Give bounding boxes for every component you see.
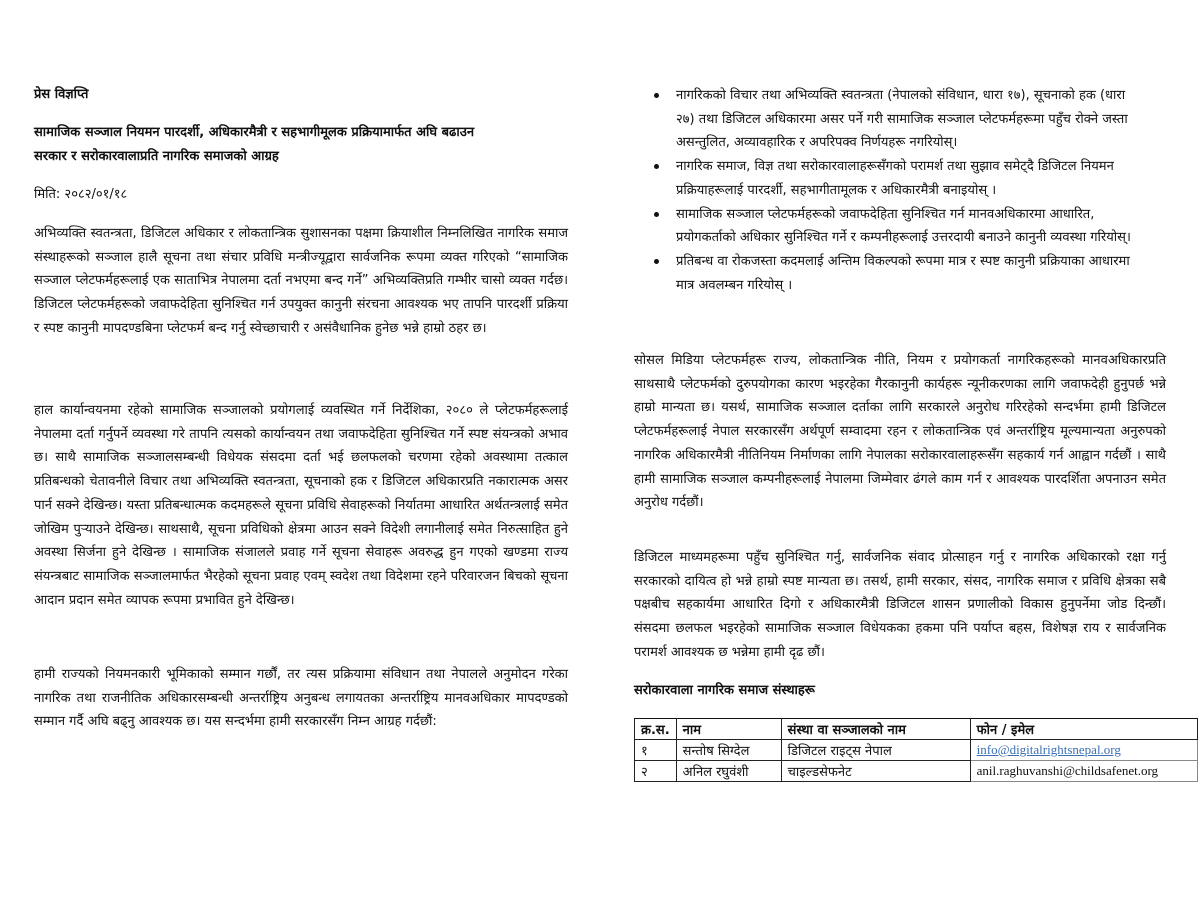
demand-item: नागरिकको विचार तथा अभिव्यक्ति स्वतन्त्रता (नेपालको संविधान, धारा १७), सूचनाको हक (धारा २७) तथा डिजिटल अधिकारमा असर पर्ने गरी सामाजिक सञ्जाल प्लेटफर्महरूमा पहुँच रोक्ने जस्ता असन्तुलित, अव्यावहारिक र अपरिपक्व निर्णयहरू नगरियोस्। [634,84,1134,155]
table-row [635,740,1198,761]
demands-list [634,84,1134,297]
col-header-name: नाम [676,719,781,740]
email-link[interactable]: info@digitalrightsnepal.org [976,742,1121,757]
demand-item: सामाजिक सञ्जाल प्लेटफर्महरूको जवाफदेहिता सुनिश्चित गर्न मानवअधिकारमा आधारित, प्रयोगकर्ताको अधिकार सुनिश्चित गर्ने र कम्पनीहरूलाई उत्तरदायी बनाउने कानुनी व्यवस्था गरियोस्। [634,203,1134,250]
paragraph-government: डिजिटल माध्यमहरूमा पहुँच सुनिश्चित गर्नु, सार्वजनिक संवाद प्रोत्साहन गर्नु र नागरिक अधिकारको रक्षा गर्नु सरकारको दायित्व हो भन्ने हाम्रो स्पष्ट मान्यता छ। तसर्थ, हामी सरकार, संसद, नागरिक समाज र प्रविधि क्षेत्रका सबै पक्षबीच सहकार्यमा आधारित दिगो र अधिकारमैत्री डिजिटल शासन प्रणालीको विकास हुनुपर्नेमा जोड दिन्छौं। संसदमा छलफल भइरहेको सामाजिक सञ्जाल विधेयकका हकमा पनि पर्याप्त बहस, विशेषज्ञ राय र सार्वजनिक परामर्श आवश्यक छ भन्नेमा हामी दृढ छौं। [634,550,1166,660]
bullet-icon [654,93,659,98]
paragraph-platforms: सोसल मिडिया प्लेटफर्महरू राज्य, लोकतान्त्रिक नीति, नियम र प्रयोगकर्ता नागरिकहरूको मानवअधिकारप्रति साथसाथै प्लेटफर्मको दुरुपयोगका कारण भइरहेका गैरकानुनी कार्यहरू न्यूनीकरणका लागि जवाफदेही हुनुपर्छ भन्ने हाम्रो मान्यता छ। यसर्थ, सामाजिक सञ्जाल दर्ताका लागि सरकारले अनुरोध गरिरहेको सन्दर्भमा हामी डिजिटल प्लेटफर्महरूलाई नेपाल सरकारसँग अर्थपूर्ण सम्वादमा रहन र लोकतान्त्रिक एवं अन्तर्राष्ट्रिय मूल्यमान्यता अनुरुपको नागरिक अधिकारमैत्री नीतिनियम निर्माणका लागि नेपालका सरोकारवालाहरूसँग सहकार्य गर्न आह्वान गर्दछौं । साथै हामी सामाजिक सञ्जाल कम्पनीहरूलाई नेपालमा जिम्मेवार ढंगले काम गर्न र आवश्यक पारदर्शिता अपनाउन समेत अनुरोध गर्दछौं। [634,353,1166,511]
demand-item: प्रतिबन्ध वा रोकजस्ता कदमलाई अन्तिम विकल्पको रूपमा मात्र र स्पष्ट कानुनी प्रक्रियाका आधारमा मात्र अवलम्बन गरियोस् । [634,250,1134,297]
press-release-label: प्रेस विज्ञप्ति [34,87,89,102]
cell-contact [970,740,1197,761]
orgs-heading: सरोकारवाला नागरिक समाज संस्थाहरू [634,683,815,698]
col-header-org: संस्था वा सञ्जालको नाम [781,719,970,740]
col-header-contact: फोन / इमेल [970,719,1197,740]
date-line: मिति: २०८२/०१/१८ [34,187,128,202]
bullet-icon [654,164,659,169]
table-row [635,761,1198,782]
bullet-icon [654,212,659,217]
cell-org: डिजिटल राइट्स नेपाल [781,740,970,761]
cell-org: चाइल्डसेफनेट [781,761,970,782]
paragraph-request: हामी राज्यको नियमनकारी भूमिकाको सम्मान गर्छौं, तर त्यस प्रक्रियामा संविधान तथा नेपालले अनुमोदन गरेका नागरिक तथा राजनीतिक अधिकारसम्बन्धी अन्तर्राष्ट्रिय अनुबन्ध लगायतका अन्तर्राष्ट्रिय मानवअधिकार मापदण्डको सम्मान गर्दै अघि बढ्नु आवश्यक छ। यस सन्दर्भमा हामी सरकारसँग निम्न आग्रह गर्दछौं: [34,667,568,730]
paragraph-intro: अभिव्यक्ति स्वतन्त्रता, डिजिटल अधिकार र लोकतान्त्रिक सुशासनका पक्षमा क्रियाशील निम्नलिखित नागरिक समाज संस्थाहरूको सञ्जाल हालै सूचना तथा संचार प्रविधि मन्त्रीज्यूद्वारा सार्वजनिक रूपमा व्यक्त गरिएको “सामाजिक सञ्जाल प्लेटफर्महरूलाई एक साताभित्र नेपालमा दर्ता नभएमा बन्द गर्ने” अभिव्यक्तिप्रति गम्भीर चासो व्यक्त गर्दछ। डिजिटल प्लेटफर्महरूको जवाफदेहिता सुनिश्चित गर्न उपयुक्त कानुनी संरचना आवश्यक भए तापनि पारदर्शी प्रक्रिया र स्पष्ट कानुनी मापदण्डबिना प्लेटफर्म बन्द गर्नु स्वेच्छाचारी र असंवैधानिक हुनेछ भन्ने हाम्रो ठहर छ। [34,226,568,336]
cell-name: सन्तोष सिग्देल [676,740,781,761]
cell-contact: anil.raghuvanshi@childsafenet.org [970,761,1197,782]
orgs-table [634,718,1198,782]
demand-item: नागरिक समाज, विज्ञ तथा सरोकारवालाहरूसँगको परामर्श तथा सुझाव समेट्दै डिजिटल नियमन प्रक्रियाहरूलाई पारदर्शी, सहभागीतामूलक र अधिकारमैत्री बनाइयोस् । [634,155,1134,202]
col-header-sn: क्र.स. [635,719,677,740]
bullet-icon [654,259,659,264]
cell-sn: २ [635,761,677,782]
title-line-2: सरकार र सरोकारवालाप्रति नागरिक समाजको आग्रह [34,149,279,164]
cell-name: अनिल रघुवंशी [676,761,781,782]
title-line-1: सामाजिक सञ्जाल नियमन पारदर्शी, अधिकारमैत्री र सहभागीमूलक प्रक्रियामार्फत अघि बढाउन [34,125,475,140]
paragraph-context: हाल कार्यान्वयनमा रहेको सामाजिक सञ्जालको प्रयोगलाई व्यवस्थित गर्ने निर्देशिका, २०८० ले प्लेटफर्महरूलाई नेपालमा दर्ता गर्नुपर्ने व्यवस्था गरे तापनि त्यसको कार्यान्वयन तथा जवाफदेहिता सुनिश्चित गर्ने स्पष्ट संयन्त्रको अभाव छ। साथै सामाजिक सञ्जालसम्बन्धी विधेयक संसदमा दर्ता भई छलफलको चरणमा रहेको अवस्थामा तत्काल प्रतिबन्धको चेतावनीले विचार तथा अभिव्यक्ति स्वतन्त्रता, सूचनाको हक र डिजिटल अधिकारप्रति नकारात्मक असर पार्न सक्ने देखिन्छ। यस्ता प्रतिबन्धात्मक कदमहरूले सूचना प्रविधि सेवाहरूको निर्यातमा आधारित अर्थतन्त्रलाई समेत जोखिम पुऱ्याउने देखिन्छ। साथसाथै, सूचना प्रविधिको क्षेत्रमा आउन सक्ने विदेशी लगानीलाई समेत निरुत्साहित हुने अवस्था सिर्जना हुने देखिन्छ । सामाजिक संजालले प्रवाह गर्ने सूचना सेवाहरू अवरुद्ध हुन गएको खण्डमा राज्य संयन्त्रबाट सामाजिक सञ्जालमार्फत भैरहेको सूचना प्रवाह एवम् स्वदेश तथा विदेशमा रहने परिवारजन बिचको सूचना आदान प्रदान समेत व्यापक रूपमा प्रभावित हुने देखिन्छ। [34,403,568,608]
cell-sn: १ [635,740,677,761]
table-header-row [635,719,1198,740]
